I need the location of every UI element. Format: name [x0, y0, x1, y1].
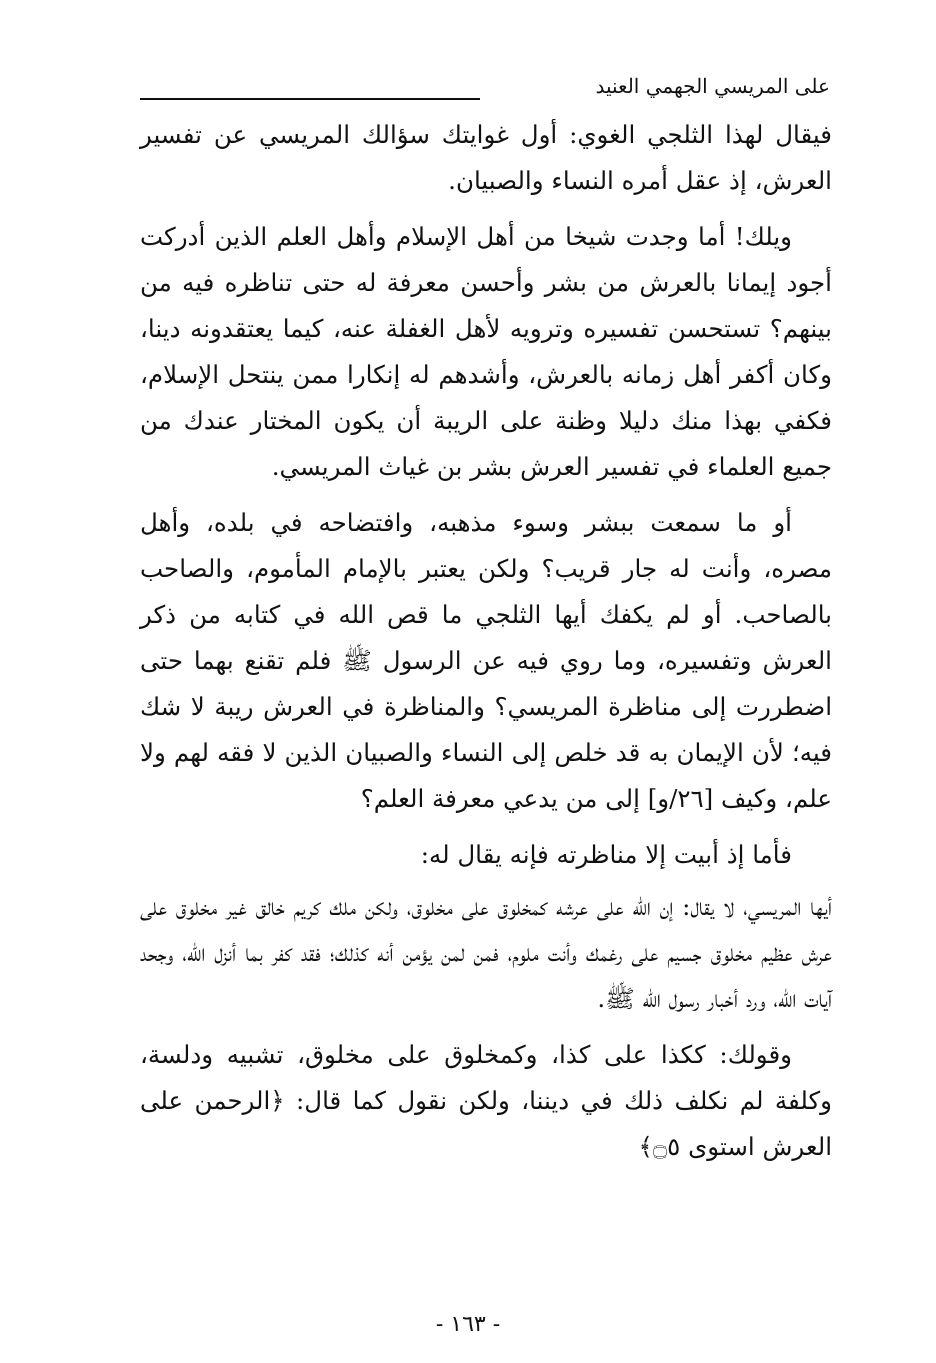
paragraph-5: أيها المريسي، لا يقال: إن الله على عرشه كمخلوق على مخلوق، ولكن ملك كريم خالق غير مخلوق على عرش عظيم مخلوق جسيم على رغمك وأنت ملوم، فمن لمن يؤمن أنه كذلك؛ فقد كفر بما أنزل الله، وجحد آيات الله، ورد أخبار رسول الله ﷺ.: [140, 892, 832, 1013]
paragraph-1: فيقال لهذا الثلجي الغوي: أول غوايتك سؤالك المريسي عن تفسير العرش، إذ عقل أمره النساء والصبيان.: [140, 120, 832, 195]
header-rule: [140, 98, 480, 100]
page-number: - ١٦٣ -: [435, 1312, 501, 1337]
paragraph-3: أو ما سمعت ببشر وسوء مذهبه، وافتضاحه في بلده، وأهل مصره، وأنت له جار قريب؟ ولكن يعتبر بالإمام المأموم، والصاحب بالصاحب. أو لم يكفك أيها الثلجي ما قص الله في كتابه من ذكر العرش وتفسيره، وما روي فيه عن الرسول ﷺ فلم تقنع بهما حتى اضطررت إلى مناظرة المريسي؟ والمناظرة في العرش ريبة لا شك فيه؛ لأن الإيمان به قد خلص إلى النساء والصبيان الذين لا فقه لهم ولا علم، وكيف [٢٦/و] إلى من يدعي معرفة العلم؟: [140, 508, 832, 813]
paragraph-6: وقولك: ككذا على كذا، وكمخلوق على مخلوق، تشبيه ودلسة، وكلفة لم نكلف ذلك في ديننا، ولكن نقول كما قال: ﴿الرحمن على العرش استوى ۝٥﴾: [140, 1040, 832, 1161]
paragraph-2: ويلك! أما وجدت شيخا من أهل الإسلام وأهل العلم الذين أدركت أجود إيمانا بالعرش من بشر وأحسن معرفة له حتى تناظره فيه من بينهم؟ تستحسن تفسيره وترويه لأهل الغفلة عنه، كيما يعتقدونه دينا، وكان أكفر أهل زمانه بالعرش، وأشدهم له إنكارا ممن ينتحل الإسلام، فكفي بهذا منك دليلا وظنة على الريبة أن يكون المختار عندك من جميع العلماء في تفسير العرش بشر بن غياث المريسي.: [140, 222, 832, 481]
header-title: على المريسي الجهمي العنيد: [595, 74, 830, 98]
body-text: [140, 112, 832, 1180]
running-header: [140, 72, 830, 108]
paragraph-4: فأما إذ أبيت إلا مناظرته فإنه يقال له:: [420, 840, 792, 869]
